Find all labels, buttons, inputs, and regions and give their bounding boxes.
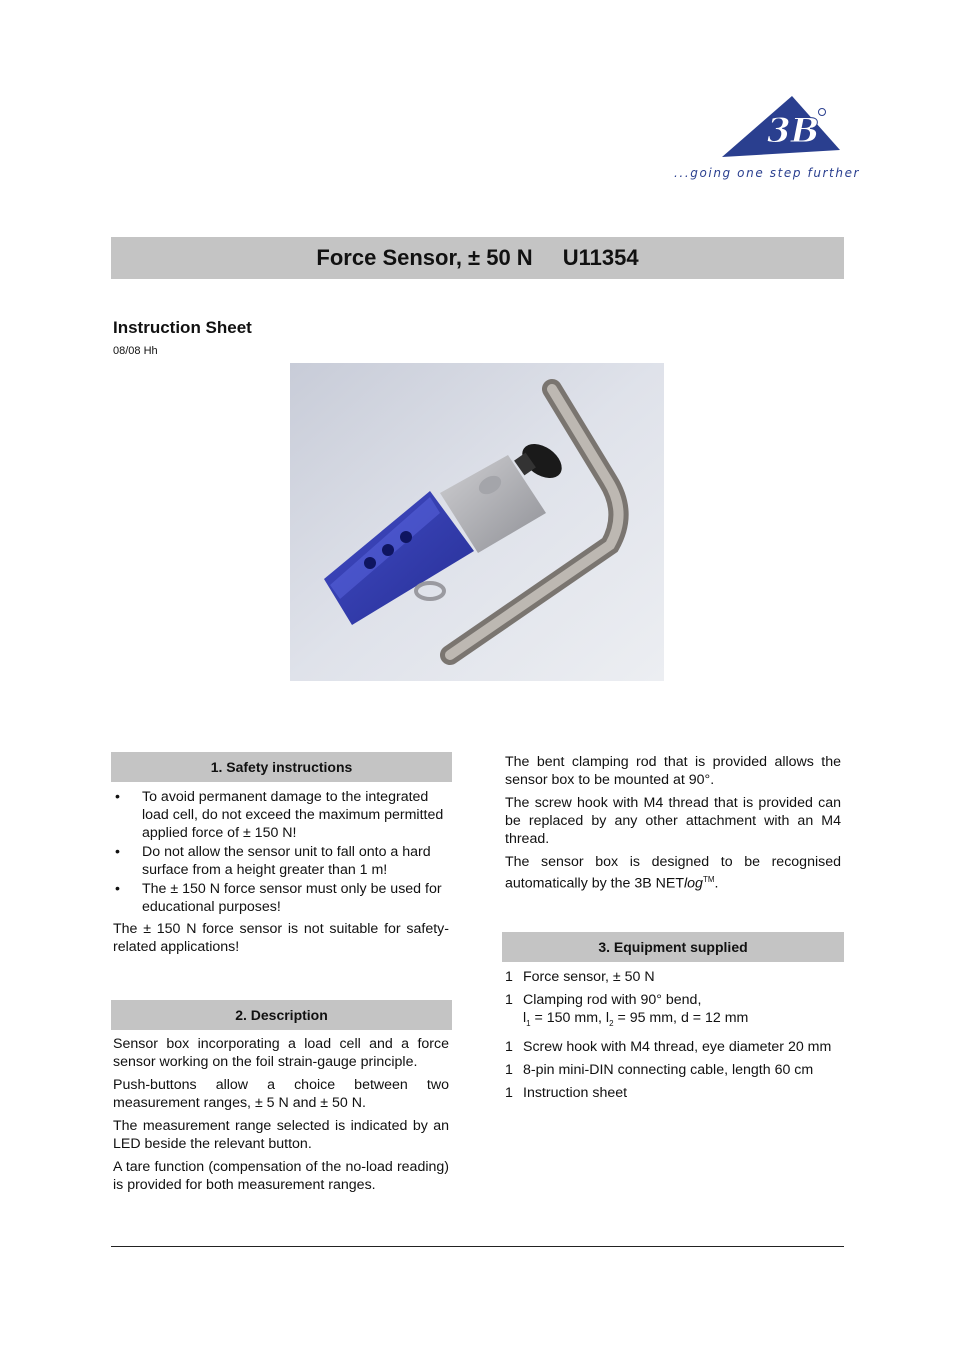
sheet-label: Instruction Sheet [113, 318, 252, 337]
section-heading-description: 2. Description [111, 1000, 452, 1030]
3b-triangle-logo-icon [672, 92, 848, 172]
safety-content [113, 788, 449, 961]
equipment-content [505, 968, 841, 1107]
description-content [113, 1035, 449, 1199]
section-heading-equipment: 3. Equipment supplied [502, 932, 844, 962]
description-paragraph: Sensor box incorporating a load cell and a force sensor working on the foil strain-gauge principle. [113, 1036, 449, 1070]
description-paragraph: Push-buttons allow a choice between two measurement ranges, ± 5 N and ± 50 N. [113, 1077, 449, 1111]
brand-tagline: ...going one step further [674, 166, 861, 180]
list-item: • Do not allow the sensor unit to fall onto a hard surface from a height greater than 1 m! [115, 844, 431, 878]
list-item: 1 Clamping rod with 90° bend, $l_1 = 150$ mm, $l_2 = 95$ mm, d = 12 mm [505, 992, 749, 1028]
product-title: Force Sensor, ± 50 N [316, 245, 533, 270]
description-paragraph: A tare function (compensation of the no-load reading) is provided for both measurement ranges. [113, 1159, 449, 1193]
equipment-list [505, 968, 841, 1102]
list-item: • The ± 150 N force sensor must only be used for educational purposes! [115, 881, 442, 915]
description-paragraph: The measurement range selected is indicated by an LED beside the relevant button. [113, 1118, 449, 1152]
list-item: 1 Instruction sheet [505, 1084, 628, 1101]
brand-mark: 3B [767, 111, 820, 151]
safety-note: The ± 150 N force sensor is not suitable for safety-related applications! [113, 921, 449, 955]
safety-list [113, 788, 449, 916]
footer-divider [111, 1246, 844, 1247]
title-bar [111, 237, 844, 279]
section-heading-safety: 1. Safety instructions [111, 752, 452, 782]
product-code: U11354 [562, 245, 639, 270]
description-paragraph: The bent clamping rod that is provided allows the sensor box to be mounted at 90°. [505, 754, 841, 788]
list-item: 1 Screw hook with M4 thread, eye diameter 20 mm [505, 1038, 832, 1055]
description-paragraph: The screw hook with M4 thread that is provided can be replaced by any other attachment with an M4 thread. [505, 795, 841, 847]
product-photo [290, 363, 664, 681]
list-item: 1 Force sensor, ± 50 N [505, 969, 655, 985]
description-continued [505, 753, 841, 898]
sheet-date: 08/08 Hh [113, 345, 158, 357]
list-item: • To avoid permanent damage to the integrated load cell, do not exceed the maximum permitted applied force of ± 150 N! [115, 789, 444, 841]
list-item: 1 8-pin mini-DIN connecting cable, length 60 cm [505, 1061, 814, 1078]
netlog-paragraph: The sensor box is designed to be recognised automatically by the 3B NETlog™. [505, 854, 841, 892]
force-sensor-photo-icon [290, 363, 664, 681]
